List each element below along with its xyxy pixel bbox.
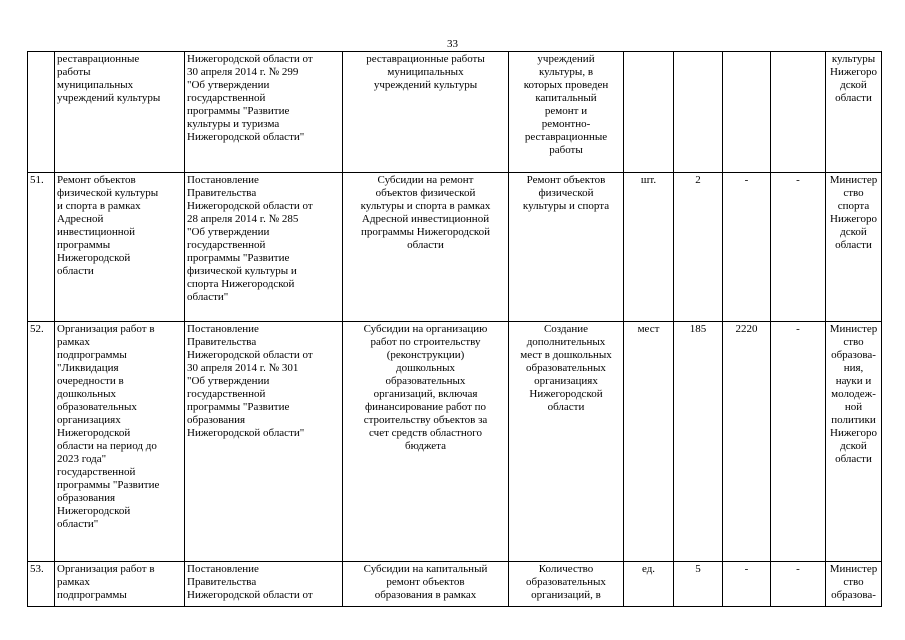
executor-cell: Министер ство образова- ния, науки и молодеж- ной политики Нижегоро дской области: [826, 322, 882, 562]
row-number-cell: 51.: [28, 173, 55, 322]
table-row: [28, 322, 882, 562]
value-cell: 2220: [723, 322, 771, 562]
value-cell: [674, 52, 723, 173]
legal-basis-cell: Постановление Правительства Нижегородской области от: [185, 562, 343, 607]
value-cell: -: [723, 562, 771, 607]
unit-cell: [624, 52, 674, 173]
value-cell: -: [771, 173, 826, 322]
table-row: [28, 173, 882, 322]
value-cell: -: [771, 322, 826, 562]
unit-cell: мест: [624, 322, 674, 562]
funding-cell: Субсидии на ремонт объектов физической культуры и спорта в рамках Адресной инвестиционной программы Нижегородской области: [343, 173, 509, 322]
value-cell: [771, 52, 826, 173]
page-number: 33: [447, 38, 458, 50]
funding-cell: Субсидии на капитальный ремонт объектов образования в рамках: [343, 562, 509, 607]
funding-cell: реставрационные работы муниципальных учреждений культуры: [343, 52, 509, 173]
legal-basis-cell: Нижегородской области от 30 апреля 2014 г. № 299 "Об утверждении государственной программы "Развитие культуры и туризма Нижегородской области": [185, 52, 343, 173]
table-row: [28, 52, 882, 173]
event-name-cell: реставрационные работы муниципальных учреждений культуры: [55, 52, 185, 173]
indicator-cell: Количество образовательных организаций, в: [509, 562, 624, 607]
indicator-cell: учреждений культуры, в которых проведен капитальный ремонт и ремонтно- реставрационные работы: [509, 52, 624, 173]
indicator-cell: Ремонт объектов физической культуры и спорта: [509, 173, 624, 322]
event-name-cell: Организация работ в рамках подпрограммы: [55, 562, 185, 607]
row-number-cell: [28, 52, 55, 173]
value-cell: 2: [674, 173, 723, 322]
indicator-cell: Создание дополнительных мест в дошкольных образовательных организациях Нижегородской области: [509, 322, 624, 562]
executor-cell: культуры Нижегоро дской области: [826, 52, 882, 173]
value-cell: -: [771, 562, 826, 607]
executor-cell: Министер ство образова-: [826, 562, 882, 607]
table-row: [28, 562, 882, 607]
funding-cell: Субсидии на организацию работ по строительству (реконструкции) дошкольных образовательных организаций, включая финансирование работ по строительству объектов за счет средств областного бюджета: [343, 322, 509, 562]
program-events-table: [27, 51, 882, 607]
value-cell: [723, 52, 771, 173]
value-cell: 185: [674, 322, 723, 562]
event-name-cell: Организация работ в рамках подпрограммы "Ликвидация очередности в дошкольных образовательных организациях Нижегородской области на период до 2023 года" государственной программы "Развитие образования Нижегородской области": [55, 322, 185, 562]
legal-basis-cell: Постановление Правительства Нижегородской области от 30 апреля 2014 г. № 301 "Об утверждении государственной программы "Развитие образования Нижегородской области": [185, 322, 343, 562]
executor-cell: Министер ство спорта Нижегоро дской области: [826, 173, 882, 322]
event-name-cell: Ремонт объектов физической культуры и спорта в рамках Адресной инвестиционной программы Нижегородской области: [55, 173, 185, 322]
row-number-cell: 53.: [28, 562, 55, 607]
value-cell: -: [723, 173, 771, 322]
row-number-cell: 52.: [28, 322, 55, 562]
unit-cell: шт.: [624, 173, 674, 322]
value-cell: 5: [674, 562, 723, 607]
legal-basis-cell: Постановление Правительства Нижегородской области от 28 апреля 2014 г. № 285 "Об утверждении государственной программы "Развитие физической культуры и спорта Нижегородской области": [185, 173, 343, 322]
unit-cell: ед.: [624, 562, 674, 607]
